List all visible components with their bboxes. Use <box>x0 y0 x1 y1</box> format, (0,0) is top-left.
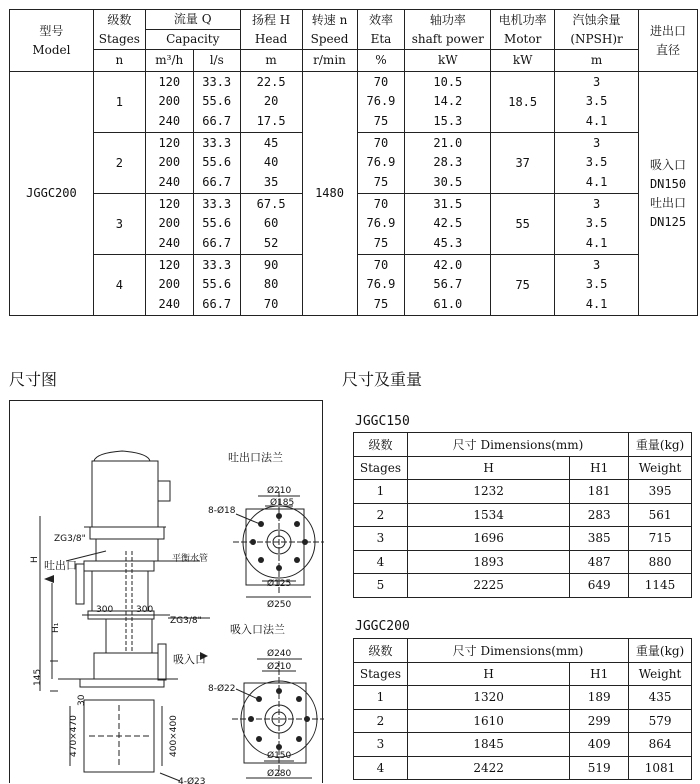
head-unit: m <box>240 50 302 72</box>
motor-cell: 18.5 <box>491 72 555 133</box>
motor-unit: kW <box>491 50 555 72</box>
inlet-flange-title: 吸入口法兰 <box>230 623 285 636</box>
motor-header: 电机功率 Motor <box>491 10 555 50</box>
head-cell: 67.5 60 52 <box>240 194 302 255</box>
performance-table <box>9 9 698 316</box>
inlet-bolts-label: 8-Ø22 <box>208 684 236 694</box>
inlet-d2-label: Ø210 <box>267 662 292 672</box>
head-cell: 45 40 35 <box>240 133 302 194</box>
drawing-section-title: 尺寸图 <box>9 370 58 389</box>
inlet-d3-label: Ø150 <box>267 751 292 761</box>
capacity-subheader: Capacity <box>145 30 240 50</box>
shaft-cell: 31.5 42.5 45.3 <box>405 194 491 255</box>
q-ls-cell: 33.3 55.6 66.7 <box>193 72 240 133</box>
motor-flange <box>90 527 164 539</box>
dims-section-title: 尺寸及重量 <box>342 370 423 389</box>
inout-header: 进出口 直径 <box>639 10 698 72</box>
npsh-cell: 3 3.5 4.1 <box>555 72 639 133</box>
h1-label: H₁ <box>51 622 61 633</box>
speed-cell: 1480 <box>302 72 357 316</box>
stage-cell: 2 <box>93 133 145 194</box>
table-row: 1 1320 189 435 <box>354 686 692 710</box>
h-header: H <box>407 456 569 480</box>
motor-cell: 37 <box>491 133 555 194</box>
motor-top-shape <box>94 451 150 461</box>
q-m3h-cell: 120 200 240 <box>145 194 193 255</box>
table-row: 3 1696 385 715 <box>354 527 692 551</box>
inlet-d4-label: Ø280 <box>267 769 292 779</box>
dim-30-label: 30 <box>77 694 87 706</box>
shaft-cell: 42.0 56.7 61.0 <box>405 255 491 316</box>
dim-table-1 <box>353 432 692 598</box>
terminal-box <box>158 481 170 501</box>
table-row: 1 1232 181 395 <box>354 480 692 504</box>
stages-unit: n <box>93 50 145 72</box>
head-cell: 90 80 70 <box>240 255 302 316</box>
zg-left-label: ZG3/8" <box>54 534 86 544</box>
capacity-unit-m3h: m³/h <box>145 50 193 72</box>
eta-unit: % <box>357 50 405 72</box>
inout-cell: 吸入口 DN150 吐出口 DN125 <box>639 72 698 316</box>
stages-subheader: Stages <box>354 662 408 686</box>
table-row: 3 1845 409 864 <box>354 733 692 757</box>
dim-table-2-caption: JGGC200 <box>355 619 410 634</box>
dimension-drawing <box>9 400 323 783</box>
dim-table-2 <box>353 638 692 780</box>
shaft-cell: 21.0 28.3 30.5 <box>405 133 491 194</box>
coupling-stand <box>96 539 158 561</box>
table-row: 2 1534 283 561 <box>354 503 692 527</box>
outlet-d3-label: Ø125 <box>267 579 292 589</box>
q-ls-cell: 33.3 55.6 66.7 <box>193 133 240 194</box>
outlet-flange-title: 吐出口法兰 <box>228 451 283 464</box>
outlet-flange-side <box>76 564 84 604</box>
shaft-cell: 10.5 14.2 15.3 <box>405 72 491 133</box>
outlet-bolts-label: 8-Ø18 <box>208 506 236 516</box>
h-header: H <box>407 662 569 686</box>
stages-header: 级数 Stages <box>93 10 145 50</box>
npsh-header: 汽蚀余量 (NPSH)r <box>555 10 639 50</box>
speed-header: 转速 n Speed <box>302 10 357 50</box>
q-m3h-cell: 120 200 240 <box>145 72 193 133</box>
dim-300a-label: 300 <box>96 605 114 615</box>
head-header: 扬程 H Head <box>240 10 302 50</box>
stage-cell: 1 <box>93 72 145 133</box>
table-row: 2 1610 299 579 <box>354 709 692 733</box>
weight-subheader: Weight <box>629 662 692 686</box>
capacity-header: 流量 Q <box>145 10 240 30</box>
eta-cell: 70 76.9 75 <box>357 194 405 255</box>
q-m3h-cell: 120 200 240 <box>145 255 193 316</box>
shaft-header: 轴功率 shaft power <box>405 10 491 50</box>
motor-cell: 75 <box>491 255 555 316</box>
dim-145-label: 145 <box>33 668 43 686</box>
balance-pipe-label: 平衡水管 <box>172 554 209 564</box>
weight-header: 重量(kg) <box>629 433 692 457</box>
table-row: 4 2422 519 1081 <box>354 756 692 780</box>
eta-cell: 70 76.9 75 <box>357 255 405 316</box>
table-row: 4 1893 487 880 <box>354 550 692 574</box>
motor-cell: 55 <box>491 194 555 255</box>
head-cell: 22.5 20 17.5 <box>240 72 302 133</box>
weight-subheader: Weight <box>629 456 692 480</box>
stages-subheader: Stages <box>354 456 408 480</box>
npsh-cell: 3 3.5 4.1 <box>555 133 639 194</box>
stage-cell: 3 <box>93 194 145 255</box>
outlet-d4-label: Ø250 <box>267 600 292 610</box>
base-left-label: 470×470 <box>69 715 79 757</box>
outlet-arrow <box>44 575 54 583</box>
q-ls-cell: 33.3 55.6 66.7 <box>193 255 240 316</box>
weight-header: 重量(kg) <box>629 639 692 663</box>
pump-drawing-svg <box>10 401 324 784</box>
h-label: H <box>30 556 40 563</box>
stages-header: 级数 <box>354 639 408 663</box>
motor-body <box>92 461 158 527</box>
eta-cell: 70 76.9 75 <box>357 72 405 133</box>
table-row: 5 2225 649 1145 <box>354 574 692 598</box>
outlet-d2-label: Ø185 <box>270 498 295 508</box>
eta-cell: 70 76.9 75 <box>357 133 405 194</box>
eta-header: 效率 Eta <box>357 10 405 50</box>
base-right-label: 400×400 <box>169 715 179 757</box>
inlet-flange-side <box>158 644 166 680</box>
stages-header: 级数 <box>354 433 408 457</box>
anchor-label: 4-Ø23 <box>178 777 206 784</box>
inlet-label: 吸入口 <box>173 653 206 666</box>
dims-header: 尺寸 Dimensions(mm) <box>407 433 628 457</box>
shaft-unit: kW <box>405 50 491 72</box>
model-cell: JGGC200 <box>10 72 94 316</box>
npsh-cell: 3 3.5 4.1 <box>555 255 639 316</box>
outlet-d1-label: Ø210 <box>267 486 292 496</box>
inlet-d1-label: Ø240 <box>267 649 292 659</box>
q-m3h-cell: 120 200 240 <box>145 133 193 194</box>
speed-unit: r/min <box>302 50 357 72</box>
dims-header: 尺寸 Dimensions(mm) <box>407 639 628 663</box>
h1-header: H1 <box>570 662 629 686</box>
dim-300b-label: 300 <box>136 605 154 615</box>
h1-header: H1 <box>570 456 629 480</box>
q-ls-cell: 33.3 55.6 66.7 <box>193 194 240 255</box>
dim-table-1-caption: JGGC150 <box>355 414 410 429</box>
zg-right-label: ZG3/8" <box>170 616 202 626</box>
capacity-unit-ls: l/s <box>193 50 240 72</box>
stage-cell: 4 <box>93 255 145 316</box>
inlet-casing <box>94 653 158 679</box>
npsh-cell: 3 3.5 4.1 <box>555 194 639 255</box>
outlet-label: 吐出口 <box>44 559 77 572</box>
model-header: 型号 Model <box>10 10 94 72</box>
npsh-unit: m <box>555 50 639 72</box>
